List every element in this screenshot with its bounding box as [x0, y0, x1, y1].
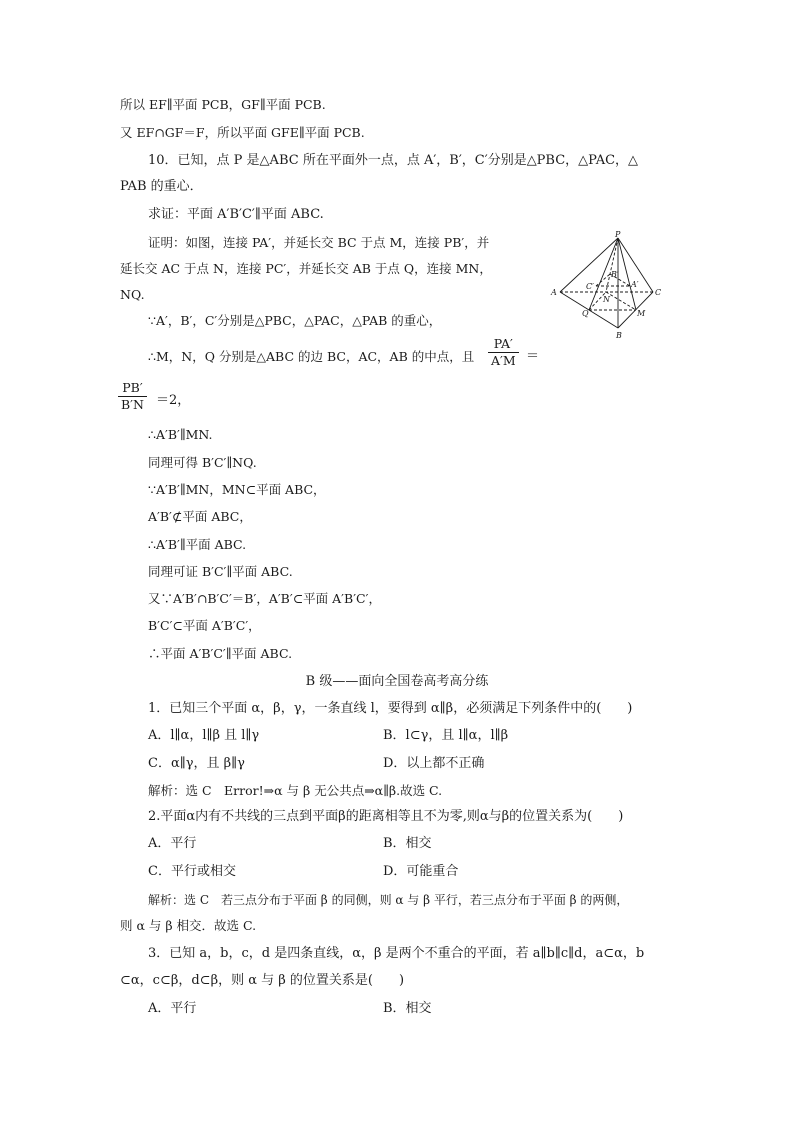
question-2-option-a: A．平行 — [148, 836, 197, 851]
question-10-stem: 10．已知，点 P 是△ABC 所在平面外一点，点 A′，B′，C′分别是△PBC，△PAC，△ — [148, 153, 639, 168]
question-10-stem-cont: PAB 的重心． — [120, 179, 203, 194]
question-3-option-b: B．相交 — [383, 1001, 432, 1016]
question-3-stem: 3．已知 a，b，c，d 是四条直线，α，β 是两个不重合的平面，若 a∥b∥c∥d，a⊂α，b — [148, 946, 645, 961]
proof-line: 同理可得 B′C′∥NQ. — [148, 455, 257, 470]
question-2-option-d: D．可能重合 — [383, 864, 459, 879]
equals-sign: ＝ — [526, 349, 540, 364]
proof-line: 延长交 AC 于点 N，连接 PC′，并延长交 AB 于点 Q，连接 MN， — [120, 261, 492, 276]
label-p: P — [615, 230, 621, 239]
fraction-numerator: PA′ — [493, 336, 513, 351]
text-line: 所以 EF∥平面 PCB，GF∥平面 PCB. — [120, 97, 326, 112]
proof-line: B′C′⊂平面 A′B′C′， — [148, 618, 261, 633]
proof-line: ∴M，N，Q 分别是△ABC 的边 BC，AC，AB 的中点，且 — [148, 349, 475, 364]
proof-line: 同理可证 B′C′∥平面 ABC. — [148, 564, 293, 579]
fraction-pa-am — [488, 336, 519, 369]
question-1-stem: 1．已知三个平面 α，β，γ，一条直线 l，要得到 α∥β，必须满足下列条件中的( ) — [148, 701, 633, 716]
fraction-denominator: A′M — [491, 353, 516, 368]
pyramid-figure — [548, 230, 668, 342]
label-b: B — [616, 331, 622, 340]
question-1-solution: 解析：选 C Error!⇒α 与 β 无公共点⇒α∥β.故选 C. — [148, 783, 443, 798]
label-c: C — [655, 288, 662, 297]
proof-line: 证明：如图，连接 PA′，并延长交 BC 于点 M，连接 PB′，并 — [148, 235, 490, 250]
fraction-pb-bn — [118, 380, 147, 413]
proof-line: 又∵A′B′∩B′C′＝B′，A′B′⊂平面 A′B′C′， — [148, 591, 381, 606]
label-b-prime: B′ — [611, 270, 619, 279]
question-3-option-a: A．平行 — [148, 1001, 197, 1016]
question-1-option-a: A．l∥α，l∥β 且 l∥γ — [148, 728, 260, 743]
label-a: A — [551, 288, 557, 297]
proof-line: ∴A′B′∥MN. — [148, 427, 213, 442]
fraction-denominator: B′N — [121, 397, 144, 412]
proof-line: ∴平面 A′B′C′∥平面 ABC. — [148, 646, 293, 661]
proof-line: ∴A′B′∥平面 ABC. — [148, 537, 247, 552]
text-line: 又 EF∩GF＝F，所以平面 GFE∥平面 PCB. — [120, 125, 365, 140]
question-10-prove: 求证：平面 A′B′C′∥平面 ABC. — [148, 207, 324, 222]
question-3-stem-cont: ⊂α，c⊂β，d⊂β，则 α 与 β 的位置关系是( ) — [120, 973, 405, 988]
question-2-solution-cont: 则 α 与 β 相交．故选 C. — [120, 918, 257, 933]
label-n: N — [603, 295, 610, 304]
label-m: M — [637, 309, 646, 318]
label-a-prime: A′ — [631, 280, 639, 289]
question-2-stem: 2.平面α内有不共线的三点到平面β的距离相等且不为零,则α与β的位置关系为( ) — [148, 809, 624, 824]
question-2-option-b: B．相交 — [383, 836, 432, 851]
proof-line-tail: ＝2， — [156, 393, 191, 408]
label-c-prime: C′ — [586, 282, 594, 291]
question-1-option-c: C．α∥γ，且 β∥γ — [148, 756, 245, 771]
question-1-option-d: D．以上都不正确 — [383, 756, 485, 771]
fraction-numerator: PB′ — [122, 380, 143, 395]
proof-line: NQ. — [120, 287, 145, 302]
question-2-solution: 解析：选 C 若三点分布于平面 β 的同侧，则 α 与 β 平行，若三点分布于平面 β 的两侧， — [148, 893, 629, 907]
proof-line: ∵A′，B′，C′分别是△PBC，△PAC，△PAB 的重心， — [148, 313, 442, 328]
proof-line: A′B′⊄平面 ABC， — [148, 509, 252, 524]
section-heading: B 级——面向全国卷高考高分练 — [305, 674, 489, 689]
label-q: Q — [582, 309, 589, 318]
question-2-option-c: C．平行或相交 — [148, 864, 236, 879]
proof-line: ∵A′B′∥MN，MN⊂平面 ABC， — [148, 482, 326, 497]
question-1-option-b: B．l⊂γ，且 l∥α，l∥β — [383, 728, 509, 743]
